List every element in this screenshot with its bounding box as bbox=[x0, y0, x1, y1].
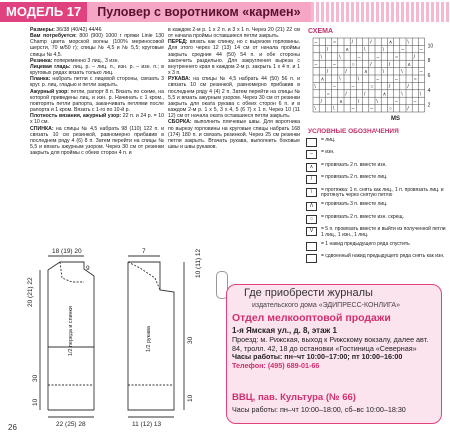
legend-text: = провязать 2 п. вместе изн. bbox=[321, 161, 387, 168]
legend-item bbox=[306, 254, 446, 263]
chart-cell-symbol: / bbox=[364, 91, 366, 98]
model-title: Пуловер с воротником «кармен» bbox=[87, 2, 310, 22]
chart-cell-symbol: ∧ bbox=[364, 69, 368, 76]
chart-cell-symbol: / bbox=[407, 106, 409, 113]
paragraph-text: 36/38 (40/42) 44/46 bbox=[54, 27, 102, 33]
sleeve-top-label: 7 bbox=[142, 248, 146, 255]
legend-item bbox=[306, 215, 446, 224]
legend-text: = изн. bbox=[321, 149, 335, 156]
chart-cell-symbol: \ bbox=[401, 69, 403, 76]
paragraph-text: 800 (900) 1000 г пряжи Linie 130 Champ цвета морской волны (100% мериносовой шерсти, 70 м/50 г); спицы № 4,5 и № 5,5; круговые спицы № 4,5. bbox=[30, 33, 164, 58]
chart-cell-symbol: ○ bbox=[370, 84, 374, 90]
chart-cell-symbol: \ bbox=[382, 47, 384, 53]
chart-cell-symbol: – bbox=[370, 106, 373, 113]
legend-symbol-icon: Λ bbox=[306, 202, 317, 211]
chart-cell-symbol: \ bbox=[382, 69, 384, 76]
chart-cell-symbol: / bbox=[345, 69, 347, 76]
shop-details bbox=[232, 327, 434, 371]
chart-cell-symbol: – bbox=[351, 106, 355, 113]
paragraph bbox=[30, 126, 164, 157]
chart-cell-symbol: / bbox=[320, 98, 322, 105]
paragraph-text: на спицы № 4,5 набрать 98 (110) 122 п. и связать 10 см резинкой, равномерно прибавив в последнем ряду 4 (6) 8 п. Затем перейти на спицы № 5,5 и вязать ажурным узором. Через 30 см от резинки закрыть для проймы с обеих сторон 4 п. и bbox=[30, 125, 164, 157]
sleeve-half-label: 1/2 рукава bbox=[146, 326, 152, 352]
chart-cell-symbol: \ bbox=[357, 98, 360, 105]
chart-cell-symbol: / bbox=[370, 61, 372, 68]
front-back-outline bbox=[48, 262, 94, 347]
chart-cell-symbol: \ bbox=[333, 106, 335, 113]
paragraph bbox=[30, 89, 164, 114]
chart-cell-symbol: ∧ bbox=[339, 98, 343, 105]
legend-item bbox=[306, 175, 446, 184]
legend-text: = лиц. bbox=[321, 137, 336, 143]
legend-symbol-icon: – bbox=[306, 150, 317, 159]
paragraph-heading: Вам потребуется: bbox=[30, 33, 77, 40]
chart-cell-symbol: / bbox=[370, 39, 372, 46]
paragraph-text: петли, рапорт 8 п. Вязать по схеме, на которой приведены лиц. и изн. р. Начинать с 1 кром., повторять петли рапорта, заканчивать петлями после рапорта и 1 кром. Вязать с 1-го по 10-й р. bbox=[30, 88, 164, 114]
chart-cell-symbol: ∧ bbox=[388, 39, 393, 46]
paragraph bbox=[30, 113, 164, 125]
legend-item bbox=[306, 242, 446, 251]
back-armhole-label: 20 (21) 22 bbox=[27, 277, 34, 307]
chart-cell-symbol: / bbox=[351, 39, 353, 46]
paragraph-text: на спицы № 4,5 набрать 44 (50) 56 п. и связать 10 см резинкой, равномерно прибавив в последнем ряду 4 (4) 2 п. Затем перейти на спицы № 5,5 и вязать ажурным узором. Через 30 см от резинки закрыть для оката рукава с обеих сторон 6 п. и в каждом 2-м р. 1 х 5, 3 х 4, 5 (6 7) х 1 п. Через 10 (11 12) см от начала оката оставшиеся петли закрыть. bbox=[168, 76, 300, 120]
chart-rapport-label: MS bbox=[391, 116, 400, 122]
chart-cell-symbol: / bbox=[326, 47, 329, 53]
page-number: 26 bbox=[8, 423, 17, 432]
paragraph-text: лиц. р. – лиц. п., изн. р. – изн. п.; в круговых рядах вязать только лиц. bbox=[30, 63, 164, 77]
chart-cell-symbol: ∧ bbox=[345, 47, 350, 53]
legend-item bbox=[306, 138, 446, 147]
chart-cell-symbol: – bbox=[357, 54, 361, 61]
chart-cell-symbol: – bbox=[401, 47, 404, 53]
shop-department: Отдел мелкооптовой продажи bbox=[232, 312, 391, 324]
back-shoulder-label: 9 bbox=[86, 265, 90, 272]
header-decoration bbox=[311, 2, 450, 22]
chart-cell-symbol: – bbox=[395, 98, 398, 105]
legend-text: = сдвоенный накид предыдущего ряда снять как изн. bbox=[321, 252, 445, 259]
chart-cell-symbol: – bbox=[376, 76, 380, 83]
legend-item bbox=[306, 150, 446, 159]
legend-text: = 1 накид предыдущего ряда спустить bbox=[321, 240, 410, 247]
chart-cell-symbol: ○ bbox=[333, 39, 337, 46]
paragraph-heading: ПЕРЕД: bbox=[168, 39, 188, 46]
chart-cell-symbol: / bbox=[413, 54, 415, 61]
chart-cell-symbol: ○ bbox=[351, 61, 355, 68]
legend-text: = провязать 2 п. вместе лиц. bbox=[321, 174, 388, 181]
chart-cell-symbol: \ bbox=[339, 54, 341, 61]
vvc-title: ВВЦ, пав. Культура (№ 66) bbox=[232, 392, 356, 403]
paragraph-heading: Планка: bbox=[30, 76, 51, 83]
back-rib-label: 10 bbox=[32, 398, 39, 406]
shop-subheading: издательского дома «ЭДИПРЕСС-КОНЛИГА» bbox=[252, 302, 400, 309]
paragraph-heading: СПИНКА: bbox=[30, 125, 54, 132]
paragraph-heading: Плотность вязания, ажурный узор: bbox=[30, 113, 122, 120]
sleeve-outline bbox=[128, 262, 174, 410]
model-label: МОДЕЛЬ 17 bbox=[0, 2, 87, 22]
knitting-chart bbox=[305, 34, 441, 122]
sleeve-side-label: 30 bbox=[187, 336, 194, 344]
paragraph bbox=[168, 76, 300, 119]
legend-symbol-icon: \ bbox=[306, 188, 317, 197]
paragraph-heading: Лицевая гладь: bbox=[30, 63, 71, 70]
paragraph bbox=[168, 119, 300, 150]
chart-row-number: 2 bbox=[427, 102, 431, 109]
legend-symbol-icon: ○ bbox=[306, 215, 317, 224]
legend-title: УСЛОВНЫЕ ОБОЗНАЧЕНИЯ bbox=[308, 128, 399, 135]
chart-cell-symbol: – bbox=[314, 39, 318, 46]
chart-cell-symbol: ○ bbox=[395, 54, 399, 61]
legend-symbol-icon: ∧ bbox=[306, 163, 317, 172]
chart-cell-symbol: – bbox=[314, 61, 318, 68]
legend-text: = провязать 2 п. вместе изн. скрещ. bbox=[321, 213, 404, 220]
legend-symbol-icon bbox=[306, 138, 317, 147]
vvc-hours: Часы работы: пн–чт 10:00–18:00, сб–вс 10:00–18:30 bbox=[232, 405, 406, 414]
legend-symbol-icon: V bbox=[306, 227, 317, 236]
legend-text: = 5 п. провязать вместе и выйти из полученной петли 1 лиц., 1 изн., 1 лиц. bbox=[321, 225, 446, 238]
shop-hours: Часы работы: пн–чт 10:00–17:00; пт 10:00–16:00 bbox=[232, 352, 403, 362]
header-bar bbox=[0, 0, 450, 24]
paragraph bbox=[30, 76, 164, 88]
back-half-label: 1/2 переда и спинки bbox=[68, 306, 74, 356]
chart-cell-symbol: \ bbox=[320, 54, 322, 61]
instructions-column-2 bbox=[168, 27, 300, 150]
legend-item bbox=[306, 188, 446, 199]
shop-heading: Где приобрести журналы bbox=[244, 287, 373, 299]
chart-cell-symbol: – bbox=[333, 61, 336, 68]
legend-item bbox=[306, 163, 446, 172]
chart-cell-symbol: ∧ bbox=[320, 76, 325, 83]
paragraph bbox=[30, 33, 164, 58]
chart-cell-symbol: \ bbox=[314, 84, 316, 90]
chart-cell-symbol: \ bbox=[339, 76, 341, 83]
chart-cell-symbol: \ bbox=[401, 91, 403, 98]
paragraph-text: 22 п. и 24 р. = 10 х 10 см. bbox=[30, 113, 165, 126]
paragraph bbox=[168, 27, 300, 39]
sleeve-width-label: 11 (12) 13 bbox=[132, 421, 162, 428]
chart-cell-symbol: ∧ bbox=[382, 91, 387, 98]
shop-travel: Проезд: м. Рижская, выход к Рижскому вокзалу, далее авт. 84, тролл. 42, 18 до остановки «Гостиница «Северная» bbox=[232, 334, 429, 353]
instructions-column-1 bbox=[30, 27, 164, 156]
shop-address: 1-я Ямская ул., д. 8, этаж 1 bbox=[232, 326, 337, 335]
chart-cell-symbol: \ bbox=[364, 47, 366, 53]
paragraph-text: выполнить плечевые швы. Для воротника по вырезу горловины на круговые спицы набрать 168 (174) 180 п. и связать резинкой. Через 25 см резинки петли закрыть. Втачать рукава, выполнить боковые швы и швы рукавов. bbox=[168, 119, 300, 150]
chart-cell-symbol: / bbox=[388, 84, 391, 90]
sleeve-rib-label: 10 bbox=[187, 394, 194, 402]
chart-cell-symbol: – bbox=[351, 84, 355, 90]
legend-item bbox=[306, 202, 446, 211]
chart-cell-symbol: ∧ bbox=[407, 61, 412, 68]
legend-symbol-icon: / bbox=[306, 175, 317, 184]
paragraph-text: набрать петли с лицевой стороны, связать 3 круг. р. лиц. гладью и петли закрыть. bbox=[30, 76, 164, 89]
chart-cell-symbol: \ bbox=[407, 39, 409, 46]
chart-row-number: 4 bbox=[427, 87, 431, 94]
chart-cell-symbol: ○ bbox=[326, 91, 330, 98]
chart-cell-symbol: ○ bbox=[413, 76, 417, 83]
chart-cell-symbol: \ bbox=[314, 106, 316, 113]
chart-cell-symbol: / bbox=[388, 61, 391, 68]
back-top-label: 18 (19) 20 bbox=[52, 248, 82, 255]
paragraph bbox=[168, 39, 300, 76]
legend-list bbox=[306, 138, 446, 266]
paragraph bbox=[30, 64, 164, 76]
paragraph-heading: СБОРКА: bbox=[168, 119, 192, 126]
chart-cell-symbol: – bbox=[419, 47, 423, 53]
chart-row-number: 6 bbox=[427, 73, 431, 79]
back-side-label: 30 bbox=[32, 374, 39, 382]
paragraph-heading: Резинка: bbox=[30, 57, 53, 64]
paragraph-heading: РУКАВА: bbox=[168, 76, 191, 83]
paragraph-text: попеременно 3 лиц., 3 изн. bbox=[52, 57, 119, 64]
chart-cell-symbol: \ bbox=[419, 91, 422, 98]
chart-cell-symbol: / bbox=[345, 91, 347, 98]
chart-cell-symbol: / bbox=[326, 69, 329, 76]
chart-row-number: 10 bbox=[427, 43, 434, 50]
chart-cell-symbol: – bbox=[395, 76, 398, 83]
chart-cell-symbol: \ bbox=[357, 76, 360, 83]
paragraph-text: вязать как спинку, но с вырезом горловины. Для этого через 12 (13) 14 см от начала проймы закрыть средние 44 (50) 54 п. и обе стороны закончить раздельно. Для закругления выреза с внутреннего края в каждом 2-м р. закрыть 1 х 4 п. и 1 х 3 п. bbox=[168, 39, 300, 77]
legend-text: = провязать 3 п. вместе лиц. bbox=[321, 201, 388, 208]
chart-cell-symbol: – bbox=[413, 98, 417, 105]
chart-cell-symbol: – bbox=[419, 69, 423, 76]
chart-cell-symbol: ○ bbox=[388, 106, 392, 113]
paragraph-text: в каждом 2-м р. 1 х 2 п. и 3 х 1 п. Через 20 (21) 22 см от начала проймы оставшиеся петли закрыть. bbox=[168, 27, 300, 40]
shop-phone: Телефон: (495) 689-01-66 bbox=[232, 361, 320, 371]
legend-text: = протяжка: 1 п. снять как лиц., 1 п. провязать лиц. и протянуть через снятую петлю bbox=[321, 186, 444, 199]
legend-symbol-icon bbox=[306, 242, 317, 251]
chart-cell-symbol: \ bbox=[376, 98, 378, 105]
legend-item bbox=[306, 227, 446, 238]
paragraph-heading: Размеры: bbox=[30, 27, 55, 33]
chart-row-number: 8 bbox=[427, 58, 431, 65]
chart-cell-symbol: / bbox=[407, 84, 409, 90]
chart-cell-symbol: – bbox=[333, 84, 336, 90]
back-width-label: 22 (25) 28 bbox=[56, 421, 86, 428]
legend-symbol-icon bbox=[306, 254, 317, 263]
paragraph-heading: Ажурный узор: bbox=[30, 88, 70, 95]
chart-cell-symbol: – bbox=[376, 54, 380, 61]
scheme-title: СХЕМА bbox=[308, 28, 334, 35]
sleeve-cap-label: 10 (11) 12 bbox=[195, 248, 202, 278]
